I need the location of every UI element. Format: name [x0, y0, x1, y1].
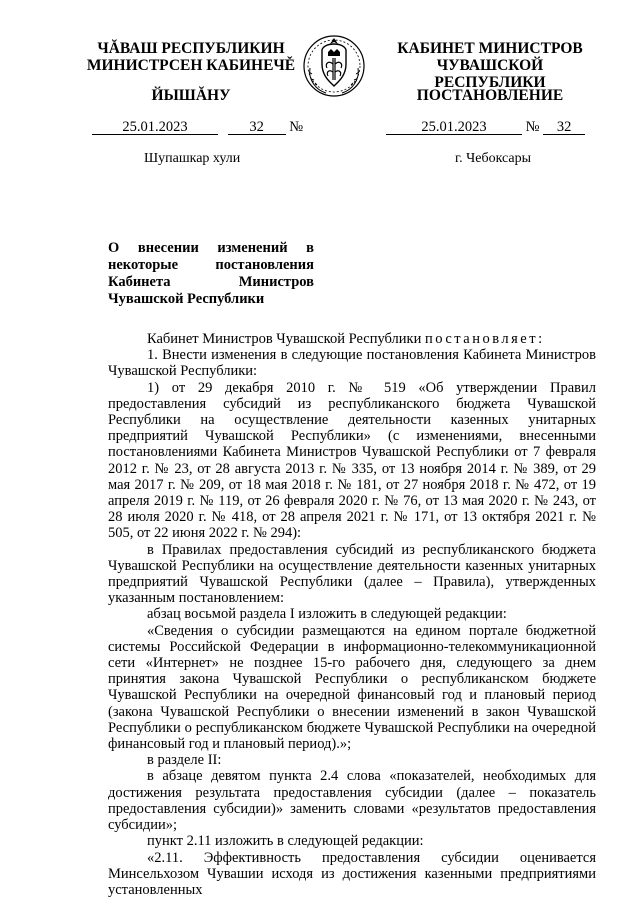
paragraph-2: 1) от 29 декабря 2010 г. № 519 «Об утверждении Правил предоставления субсидий из республиканского бюджета Чувашской Республики на осуществление деятельности казенных унитарных предприятий Чувашской Республики» (с изменениями, внесенными постановлениями Кабинета Министров Чувашской Республики от 7 февраля 2012 г. № 23, от 28 августа 2013 г. № 335, от 13 ноября 2014 г. № 389, от 29 мая 2017 г. № 209, от 18 мая 2018 г. № 181, от 27 ноября 2018 г. № 472, от 19 апреля 2019 г. № 119, от 26 февраля 2020 г. № 76, от 13 мая 2020 г. № 243, от 28 июля 2020 г. № 418, от 28 апреля 2021 г. № 171, от 13 октября 2021 г. № 505, от 22 июня 2022 г. № 294):: [108, 379, 596, 542]
chuvash-republic-emblem-icon: [300, 30, 368, 98]
document-body: [108, 331, 596, 898]
header-right-russian: [380, 40, 600, 91]
meta-left: [92, 119, 303, 136]
intro-spaced-word: постановляет:: [424, 331, 545, 347]
city-right: г. Чебоксары: [455, 151, 532, 166]
number-left: 32: [228, 120, 286, 135]
paragraph-5: «Сведения о субсидии размещаются на едином портале бюджетной системы Российской Федерации в информационно-телекоммуникационной сети «Интернет» не позднее 15-го рабочего дня, следующего за днем принятия закона Чувашской Республики о республиканском бюджете Чувашской Республики на очередной финансовый год и плановый период (закона Чувашской Республики о внесении изменений в закон Чувашской Республики о республиканском бюджете Чувашской Республики на очередной финансовый год и плановый период).»;: [108, 622, 596, 753]
header-left-line1: ЧĂВАШ РЕСПУБЛИКИН: [97, 40, 285, 57]
date-right: 25.01.2023: [386, 120, 522, 135]
number-sign-right: №: [525, 119, 540, 135]
intro-paragraph: [108, 331, 596, 347]
doc-type-russian: ПОСТАНОВЛЕНИЕ: [416, 87, 564, 104]
doc-type-chuvash: ЙЫШĂНУ: [151, 87, 231, 104]
intro-lead: Кабинет Министров Чувашской Республики: [147, 331, 425, 347]
number-sign-left: №: [289, 119, 304, 135]
header-right-line2: ЧУВАШСКОЙ РЕСПУБЛИКИ: [434, 57, 546, 91]
header-left-line2: МИНИСТРСЕН КАБИНЕЧĚ: [86, 57, 296, 74]
paragraph-3: в Правилах предоставления субсидий из республиканского бюджета Чувашской Республики на осуществление деятельности казенных унитарных предприятий Чувашской Республики (далее – Правила), утвержденных указанным постановлением:: [108, 541, 596, 607]
paragraph-6: в разделе II:: [147, 752, 222, 769]
header-right-line1: КАБИНЕТ МИНИСТРОВ: [397, 40, 583, 57]
document-subject: О внесении изменений в некоторые постановления Кабинета Министров Чувашской Республики: [108, 240, 314, 307]
header-left-chuvash: [86, 40, 296, 74]
number-right: 32: [543, 120, 585, 135]
date-left: 25.01.2023: [92, 120, 218, 135]
paragraph-9: «2.11. Эффективность предоставления субсидии оценивается Минсельхозом Чувашии исходя из достижения казенными предприятиями установленных: [108, 849, 596, 898]
city-left: Шупашкар хули: [144, 151, 241, 166]
paragraph-7: в абзаце девятом пункта 2.4 слова «показателей, необходимых для достижения результата предоставления субсидии (далее – показатель предоставления субсидии)» заменить словами «результатов предоставления субсидии»;: [108, 768, 596, 834]
paragraph-8: пункт 2.11 изложить в следующей редакции:: [147, 833, 424, 850]
paragraph-1: 1. Внести изменения в следующие постановления Кабинета Министров Чувашской Республики:: [108, 347, 596, 380]
meta-right: [386, 119, 585, 136]
paragraph-4: абзац восьмой раздела I изложить в следующей редакции:: [147, 606, 507, 623]
